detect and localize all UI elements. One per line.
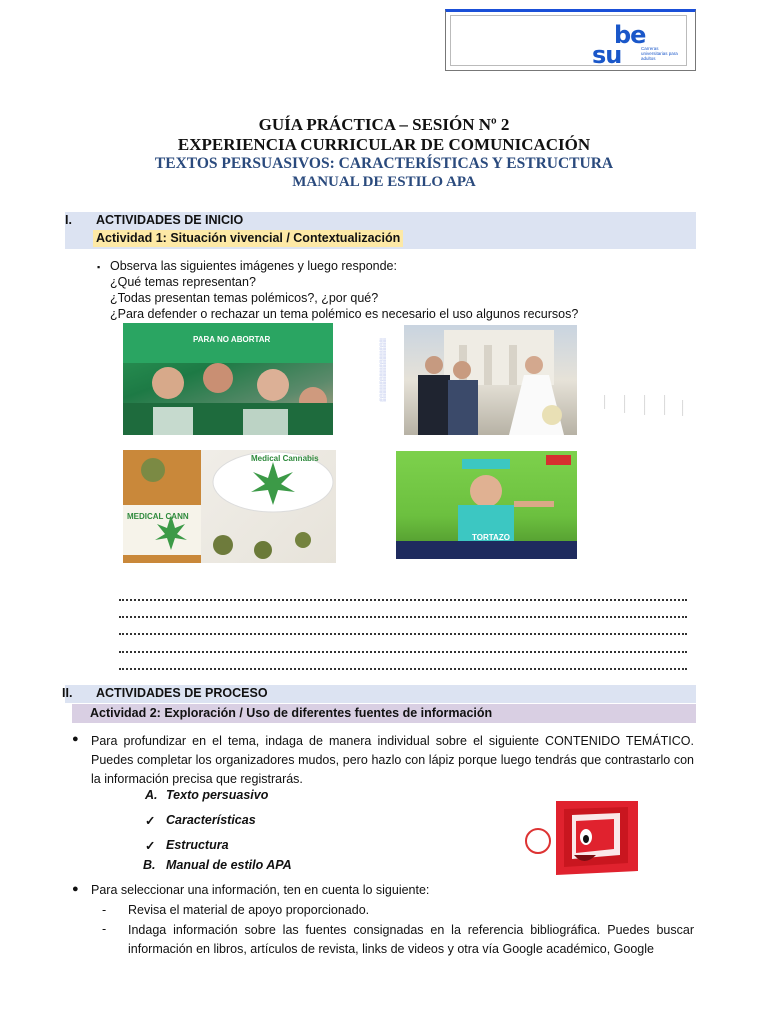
vertical-caption-right-3: ·········· xyxy=(641,395,647,415)
item-check-1-marker: ✓ xyxy=(145,814,156,828)
logo-be: be xyxy=(614,21,646,49)
vertical-caption-left: ░░░░░░░░░░░░░░░ xyxy=(379,338,385,402)
activity-2-paragraph: Para profundizar en el tema, indaga de manera individual sobre el siguiente CONTENIDO TEMÁTICO. Puedes completar los organizadores mudos, pero hazlo con lápiz porque luego tendrás que contrastarlo con la información precisa que registrarás. xyxy=(91,734,694,786)
title-line-4: MANUAL DE ESTILO APA xyxy=(292,174,476,190)
activity-2-title: Actividad 2: Exploración / Uso de diferentes fuentes de información xyxy=(72,704,696,723)
book-mascot-icon xyxy=(524,797,644,879)
cannabis-photo-art xyxy=(123,450,336,563)
bullet-dot-2: ● xyxy=(72,883,79,895)
logo-tagline: Carreras universitarias para adultos xyxy=(641,46,678,61)
item-b-text: Manual de estilo APA xyxy=(166,858,292,872)
wedding-photo xyxy=(404,325,577,435)
activity-1-title: Actividad 1: Situación vivencial / Contextualización xyxy=(93,230,403,247)
bullet-square: ▪ xyxy=(97,262,101,272)
vertical-caption-right-4: ·········· xyxy=(661,395,667,415)
cannabis-photo xyxy=(123,450,336,563)
section-1-number: I. xyxy=(65,213,72,227)
answer-line-5[interactable] xyxy=(119,660,687,670)
dash-2: - xyxy=(102,922,107,936)
observe-instruction: Observa las siguientes imágenes y luego responde: xyxy=(110,259,397,273)
answer-line-4[interactable] xyxy=(119,643,687,653)
logo-frame xyxy=(450,15,687,69)
item-check-2-marker: ✓ xyxy=(145,839,156,853)
item-characteristics-text: Características xyxy=(166,813,256,827)
title-line-3: TEXTOS PERSUASIVOS: CARACTERÍSTICAS Y ESTRUCTURA xyxy=(154,155,614,172)
bullet-dot: ● xyxy=(72,733,79,745)
answer-line-3[interactable] xyxy=(119,625,687,635)
logo-su: su xyxy=(592,41,622,69)
book-mascot-art xyxy=(524,797,644,879)
section-2-number: II. xyxy=(62,686,73,700)
bottle-label: MEDICAL CANN xyxy=(127,512,189,521)
item-a-text: Texto persuasivo xyxy=(166,788,269,802)
dash-1: - xyxy=(102,903,107,917)
vertical-caption-right-2: ········· xyxy=(621,395,627,413)
vertical-caption-right-1: ······· xyxy=(601,395,607,409)
tv-photo xyxy=(396,451,577,559)
title-line-1: GUÍA PRÁCTICA – SESIÓN Nº 2 xyxy=(258,115,510,134)
dash-item-1: Revisa el material de apoyo proporcionado. xyxy=(128,903,370,917)
section-1-label: ACTIVIDADES DE INICIO xyxy=(96,213,244,227)
vertical-caption-right-5: ········ xyxy=(679,400,685,416)
dash-item-2: Indaga información sobre las fuentes consignadas en la referencia bibliográfica. Puedes buscar información en libros, artículos de revista, links de videos y otra vía Google académico, Google xyxy=(128,923,694,956)
protest-photo xyxy=(123,323,333,435)
question-2: ¿Todas presentan temas polémicos?, ¿por qué? xyxy=(110,291,379,305)
header-logo-box xyxy=(445,9,696,71)
title-line-2: EXPERIENCIA CURRICULAR DE COMUNICACIÓN xyxy=(177,135,591,154)
item-structure-text: Estructura xyxy=(166,838,229,852)
question-1: ¿Qué temas representan? xyxy=(110,275,256,289)
cannabis-label: Medical Cannabis xyxy=(251,454,319,463)
answer-line-2[interactable] xyxy=(119,608,687,618)
section-2-label: ACTIVIDADES DE PROCESO xyxy=(96,686,268,700)
selection-instruction: Para seleccionar una información, ten en cuenta lo siguiente: xyxy=(91,883,430,897)
wedding-photo-art xyxy=(404,325,577,435)
item-b-marker: B. xyxy=(143,858,156,872)
item-a-marker: A. xyxy=(145,788,158,802)
tv-photo-art xyxy=(396,451,577,559)
answer-line-1[interactable] xyxy=(119,591,687,601)
question-3: ¿Para defender o rechazar un tema polémico es necesario el uso algunos recursos? xyxy=(110,307,579,321)
tv-label: TORTAZO xyxy=(472,533,510,542)
protest-sign-text: PARA NO ABORTAR xyxy=(193,335,271,344)
